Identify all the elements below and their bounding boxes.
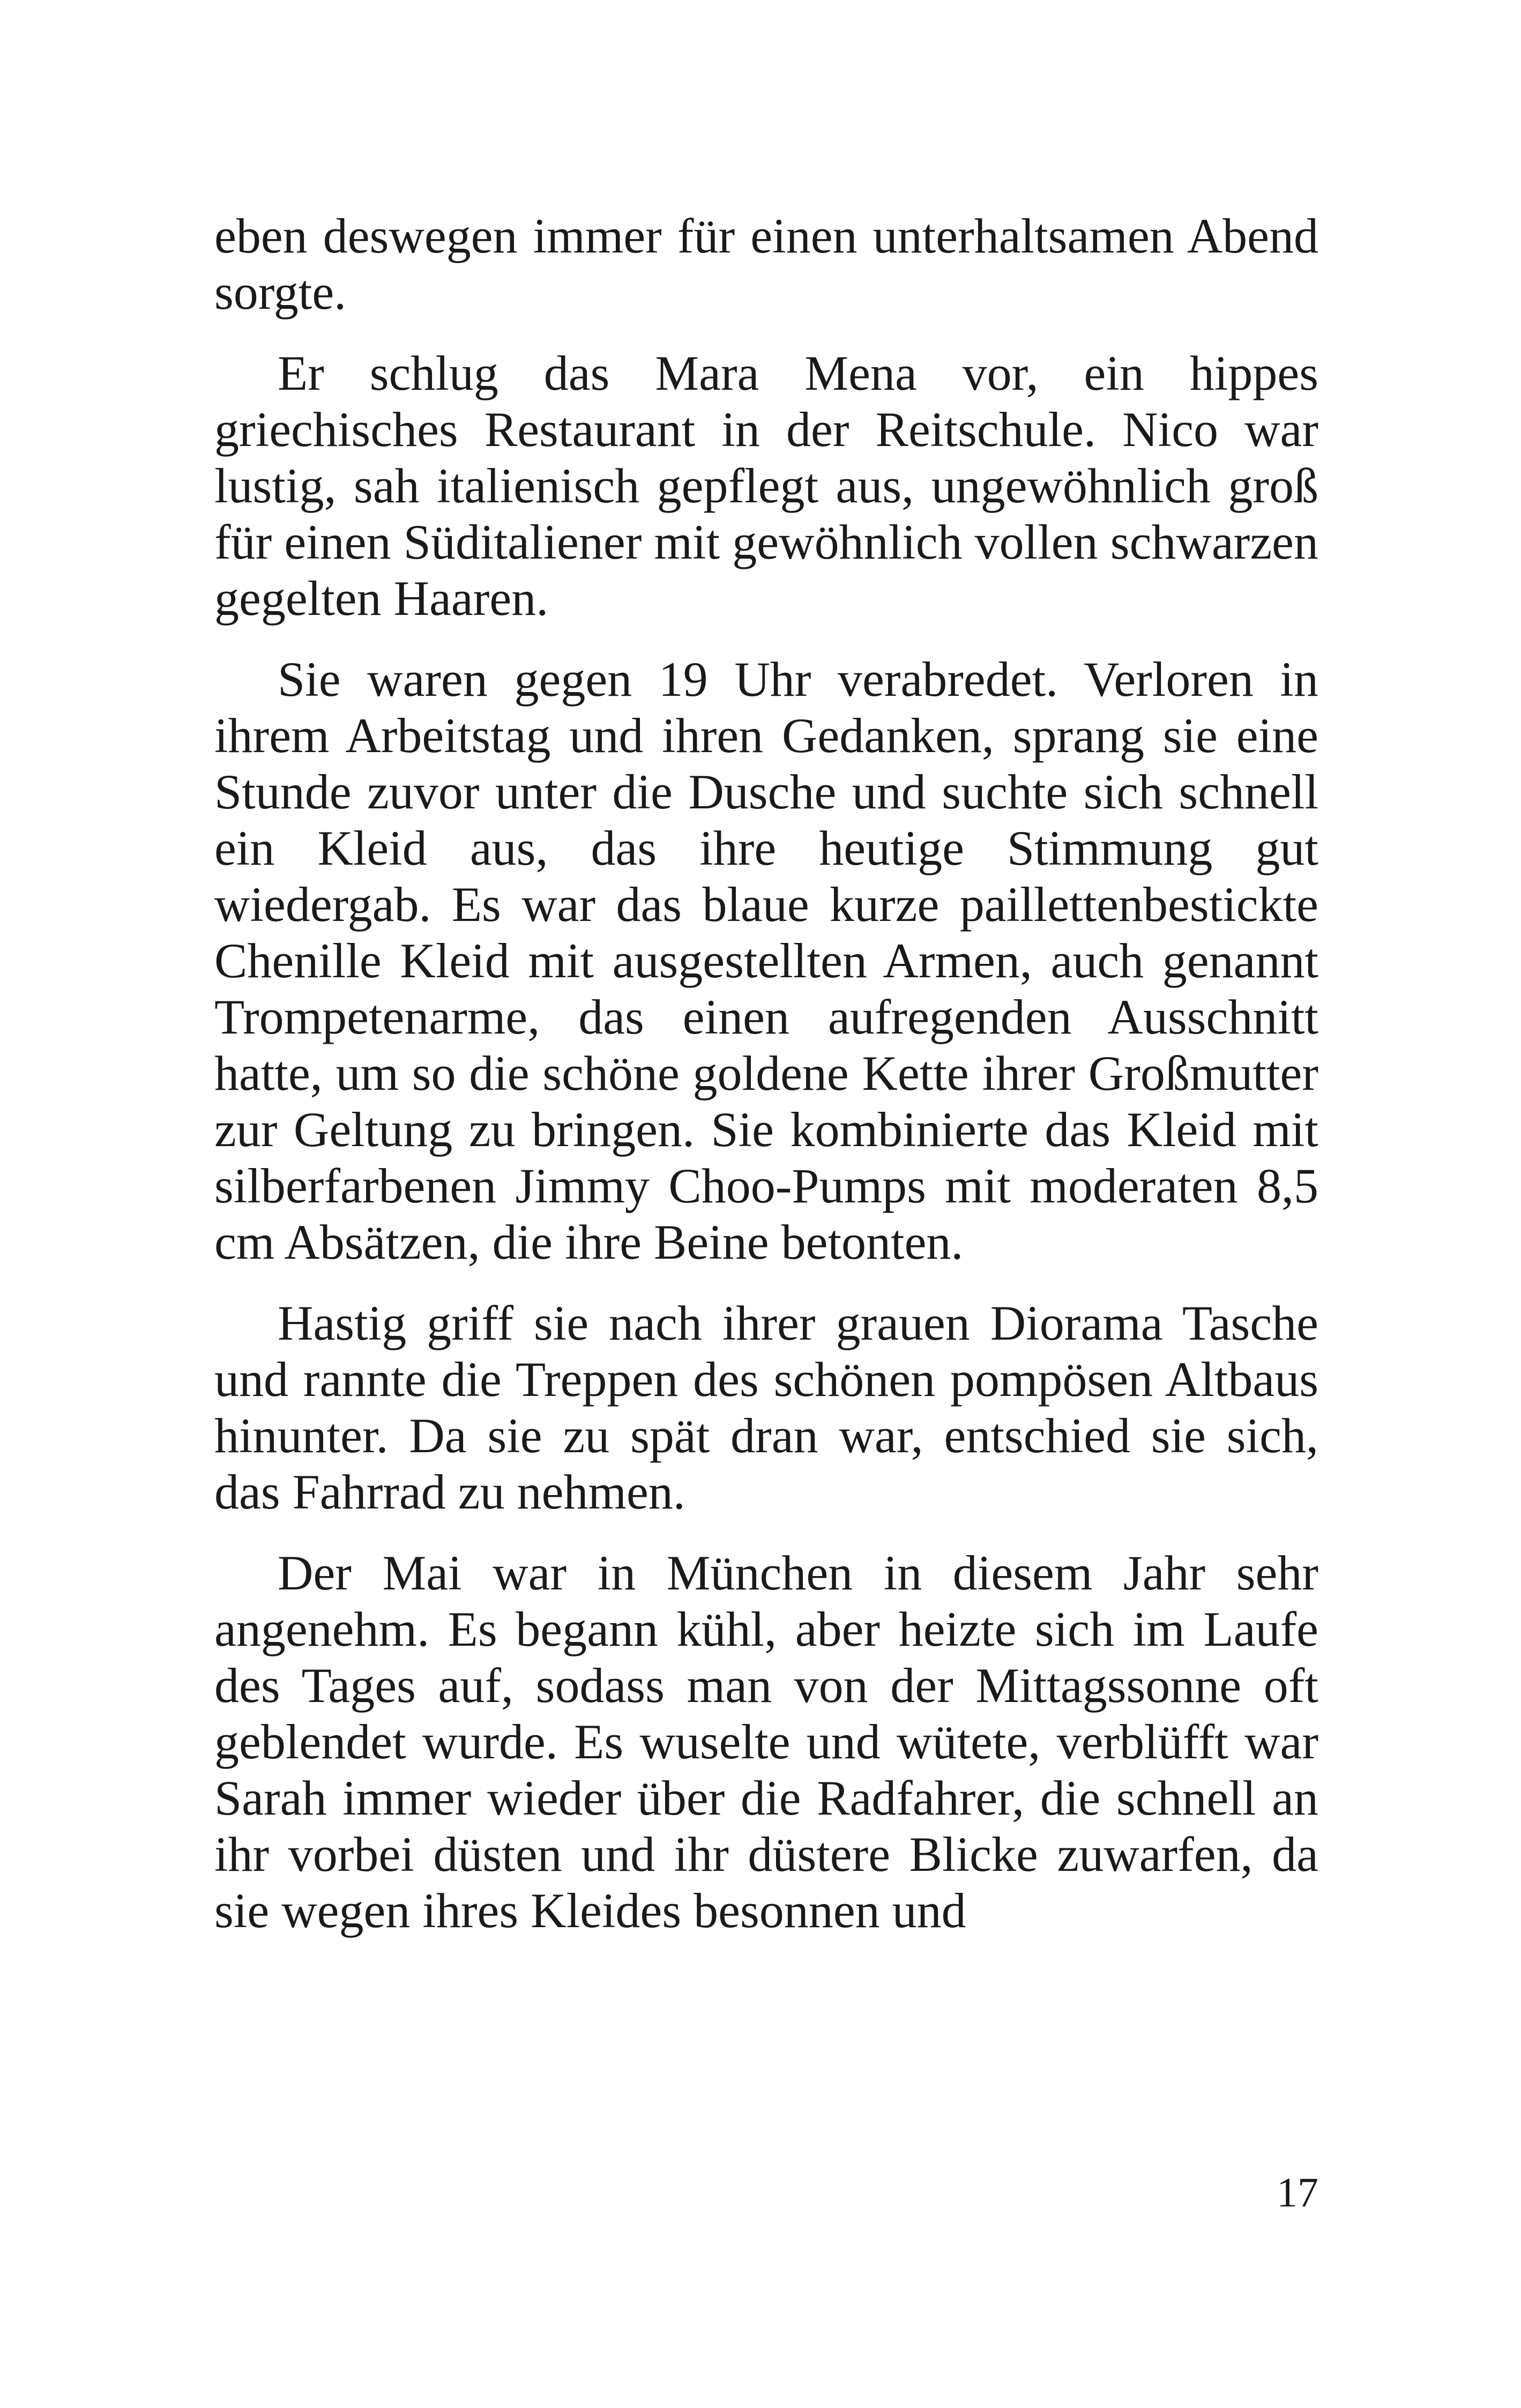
paragraph-bag: Hastig griff sie nach ihrer grauen Diorama Tasche und rannte die Treppen des schönen pompösen Altbaus hinunter. Da sie zu spät dran war, entschied sie sich, das Fahrrad zu nehmen. [214, 1296, 1318, 1519]
paragraph-may: Der Mai war in München in diesem Jahr sehr angenehm. Es begann kühl, aber heizte sich im Laufe des Tages auf, sodass man von der Mittagssonne oft geblendet wurde. Es wuselte und wütete, verblüfft war Sarah immer wieder über die Radfahrer, die schnell an ihr vorbei düsten und ihr düstere Blicke zuwarfen, da sie wegen ihres Kleides besonnen und [214, 1545, 1318, 1938]
body-text [214, 208, 1318, 1939]
paragraph-continuation: eben deswegen immer für einen unterhaltsamen Abend sorgte. [214, 209, 1318, 319]
paragraph-restaurant: Er schlug das Mara Mena vor, ein hippes griechisches Restaurant in der Reitschule. Nico war lustig, sah italienisch gepflegt aus, ungewöhnlich groß für einen Süditaliener mit gewöhnlich vollen schwarzen gegelten Haaren. [214, 346, 1318, 626]
page-number: 17 [1277, 2169, 1318, 2216]
paragraph-dress: Sie waren gegen 19 Uhr verabredet. Verloren in ihrem Arbeitstag und ihren Gedanken, sprang sie eine Stunde zuvor unter die Dusche und suchte sich schnell ein Kleid aus, das ihre heutige Stimmung gut wiedergab. Es war das blaue kurze paillettenbestickte Chenille Kleid mit ausgestellten Armen, auch genannt Trompetenarme, das einen aufregenden Ausschnitt hatte, um so die schöne goldene Kette ihrer Großmutter zur Geltung zu bringen. Sie kombinierte das Kleid mit silberfarbenen Jimmy Choo-Pumps mit moderaten 8,5 cm Absätzen, die ihre Beine betonten. [214, 652, 1318, 1269]
